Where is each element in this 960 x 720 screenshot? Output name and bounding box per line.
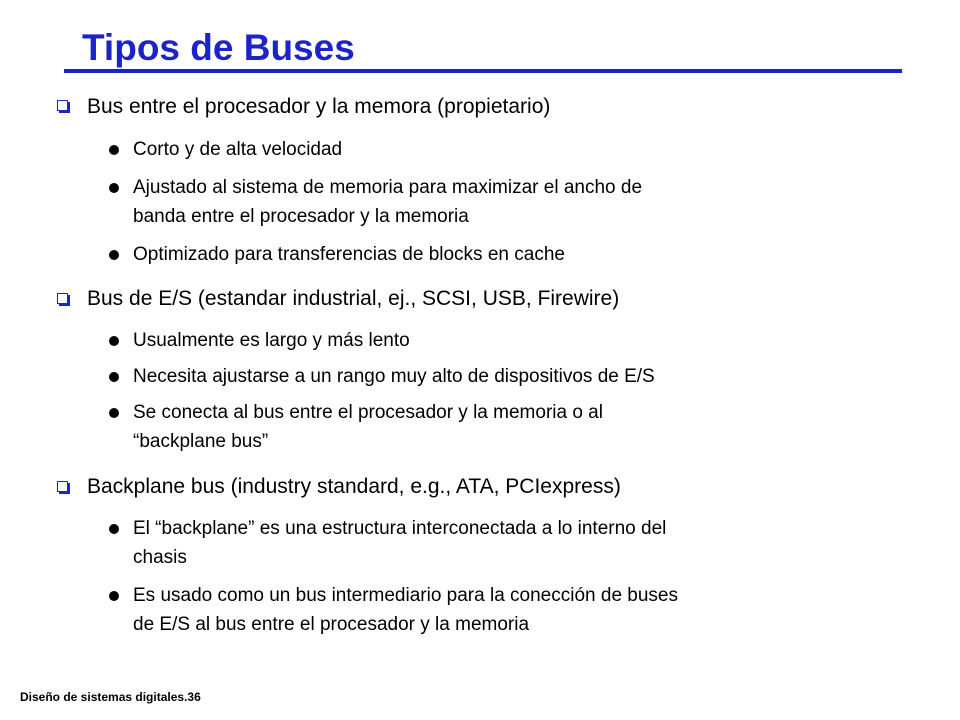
sub-bullet-text: Corto y de alta velocidad <box>133 139 343 160</box>
round-bullet-icon <box>109 524 119 534</box>
sub-bullet-text: “backplane bus” <box>133 431 269 452</box>
sub-bullet-text: Es usado como un bus intermediario para la conección de buses <box>133 585 678 606</box>
slide-title: Tipos de Buses <box>82 27 355 68</box>
bullet-text: Bus de E/S (estandar industrial, ej., SCSI, USB, Firewire) <box>87 287 620 310</box>
sub-bullet-text: Se conecta al bus entre el procesador y la memoria o al <box>133 402 603 423</box>
round-bullet-icon <box>109 336 119 346</box>
round-bullet-icon <box>109 591 119 601</box>
footer-slide-number: Diseño de sistemas digitales.36 <box>20 690 201 704</box>
sub-bullet-text: Usualmente es largo y más lento <box>133 330 410 351</box>
round-bullet-icon <box>109 145 119 155</box>
sub-bullet-text: de E/S al bus entre el procesador y la memoria <box>133 614 530 635</box>
bullet-text: Backplane bus (industry standard, e.g., ATA, PCIexpress) <box>87 475 621 498</box>
sub-bullet-text: El “backplane” es una estructura interconectada a lo interno del <box>133 518 667 539</box>
square-bullet-icon <box>57 293 68 304</box>
round-bullet-icon <box>109 183 119 193</box>
round-bullet-icon <box>109 408 119 418</box>
round-bullet-icon <box>109 250 119 260</box>
bullet-text: Bus entre el procesador y la memora (propietario) <box>87 95 551 118</box>
sub-bullet-text: Optimizado para transferencias de blocks en cache <box>133 244 565 265</box>
sub-bullet-text: Necesita ajustarse a un rango muy alto de dispositivos de E/S <box>133 366 655 387</box>
sub-bullet-text: banda entre el procesador y la memoria <box>133 206 469 227</box>
sub-bullet-text: Ajustado al sistema de memoria para maximizar el ancho de <box>133 177 643 198</box>
square-bullet-icon <box>57 481 68 492</box>
round-bullet-icon <box>109 372 119 382</box>
sub-bullet-text: chasis <box>133 547 187 568</box>
square-bullet-icon <box>57 100 68 111</box>
